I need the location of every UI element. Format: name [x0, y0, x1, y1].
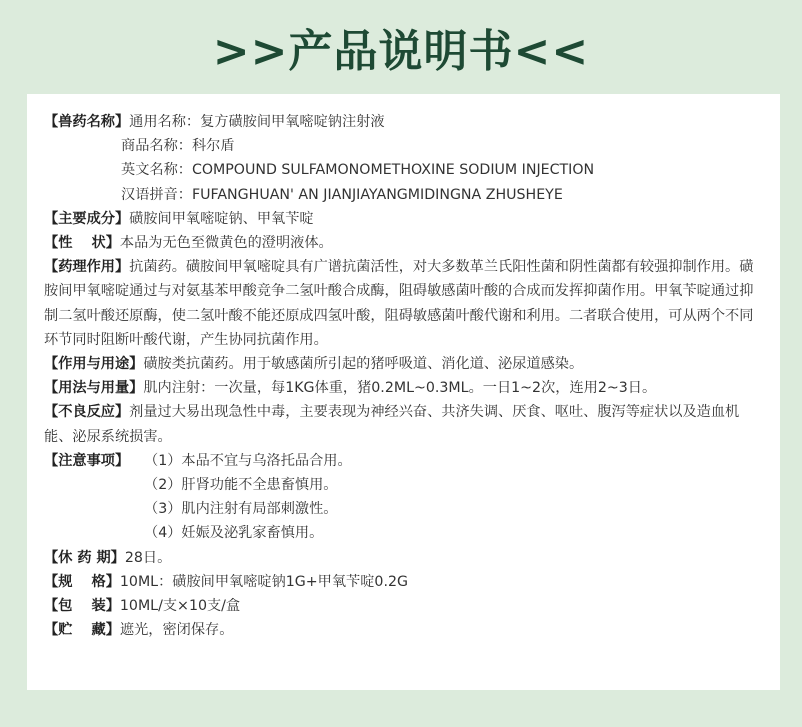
package-row: [44, 594, 764, 618]
dosage-text: 肌内注射：一次量，每1KG体重，猪0.2ML~0.3ML。一日1~2次，连用2~3日。: [143, 380, 657, 397]
adverse-label: 【不良反应】: [44, 404, 130, 421]
pharmacology-row: [44, 255, 764, 352]
withdrawal-row: [44, 546, 764, 570]
appearance-text: 本品为无色至微黄色的澄明液体。: [119, 235, 333, 252]
appearance-label: 【性 状】: [44, 235, 120, 252]
spec-text: 10ML：磺胺间甲氧嘧啶钠1G+甲氧苄啶0.2G: [119, 573, 408, 590]
page-title: >>产品说明书<<: [212, 26, 590, 77]
adverse-text: 剂量过大易出现急性中毒，主要表现为神经兴奋、共济失调、厌食、呕吐、腹泻等症状以及造血机能、泌尿系统损害。: [44, 404, 740, 445]
precaution-item: （2）肝肾功能不全患畜慎用。: [144, 477, 338, 494]
pinyin-name: 汉语拼音：FUFANGHUAN' AN JIANJIAYANGMIDINGNA ZHUSHEYE: [121, 186, 563, 203]
pharmacology-text: 抗菌药。磺胺间甲氧嘧啶具有广谱抗菌活性，对大多数革兰氏阳性菌和阴性菌都有较强抑制作用。磺胺间甲氧嘧啶通过与对氨基苯甲酸竞争二氢叶酸合成酶，阻碍敏感菌叶酸的合成而发挥抑菌作用。甲氧苄啶通过抑制二氢叶酸还原酶，使二氢叶酸不能还原成四氢叶酸，阻碍敏感菌叶酸代谢和利用。二者联合使用，可从两个不同环节同时阻断叶酸代谢，产生协同抗菌作用。: [44, 259, 754, 348]
dosage-label: 【用法与用量】: [44, 380, 144, 397]
package-label: 【包 装】: [44, 598, 120, 615]
dosage-row: [44, 376, 764, 400]
storage-label: 【贮 藏】: [44, 622, 120, 639]
adverse-row: [44, 400, 764, 448]
drug-name-row: [44, 110, 764, 134]
instruction-content: [44, 110, 764, 642]
storage-row: [44, 618, 764, 642]
spec-row: [44, 570, 764, 594]
appearance-row: [44, 231, 764, 255]
precautions-row: [44, 449, 764, 473]
ingredients-text: 磺胺间甲氧嘧啶钠、甲氧苄啶: [129, 210, 314, 227]
precaution-item: （1）本品不宜与乌洛托品合用。: [144, 452, 352, 469]
indications-text: 磺胺类抗菌药。用于敏感菌所引起的猪呼吸道、消化道、泌尿道感染。: [143, 356, 584, 373]
drug-name-label: 【兽药名称】: [44, 114, 130, 130]
spec-label: 【规 格】: [44, 573, 120, 590]
ingredients-row: [44, 207, 764, 231]
withdrawal-text: 28日。: [124, 549, 172, 566]
package-text: 10ML/支×10支/盒: [119, 598, 241, 615]
english-name: 英文名称：COMPOUND SULFAMONOMETHOXINE SODIUM INJECTION: [121, 162, 595, 179]
trade-name: 商品名称：科尔盾: [121, 138, 235, 155]
withdrawal-label: 【休 药 期】: [44, 549, 125, 566]
storage-text: 遮光，密闭保存。: [119, 622, 234, 639]
indications-row: [44, 352, 764, 376]
precautions-label: 【注意事项】: [44, 452, 130, 469]
ingredients-label: 【主要成分】: [44, 210, 130, 227]
generic-name: 通用名称：复方磺胺间甲氧嘧啶钠注射液: [129, 114, 385, 130]
precaution-item: （4）妊娠及泌乳家畜慎用。: [144, 525, 324, 542]
pharmacology-label: 【药理作用】: [44, 259, 130, 276]
indications-label: 【作用与用途】: [44, 356, 144, 373]
precaution-item: （3）肌内注射有局部刺激性。: [144, 501, 338, 518]
